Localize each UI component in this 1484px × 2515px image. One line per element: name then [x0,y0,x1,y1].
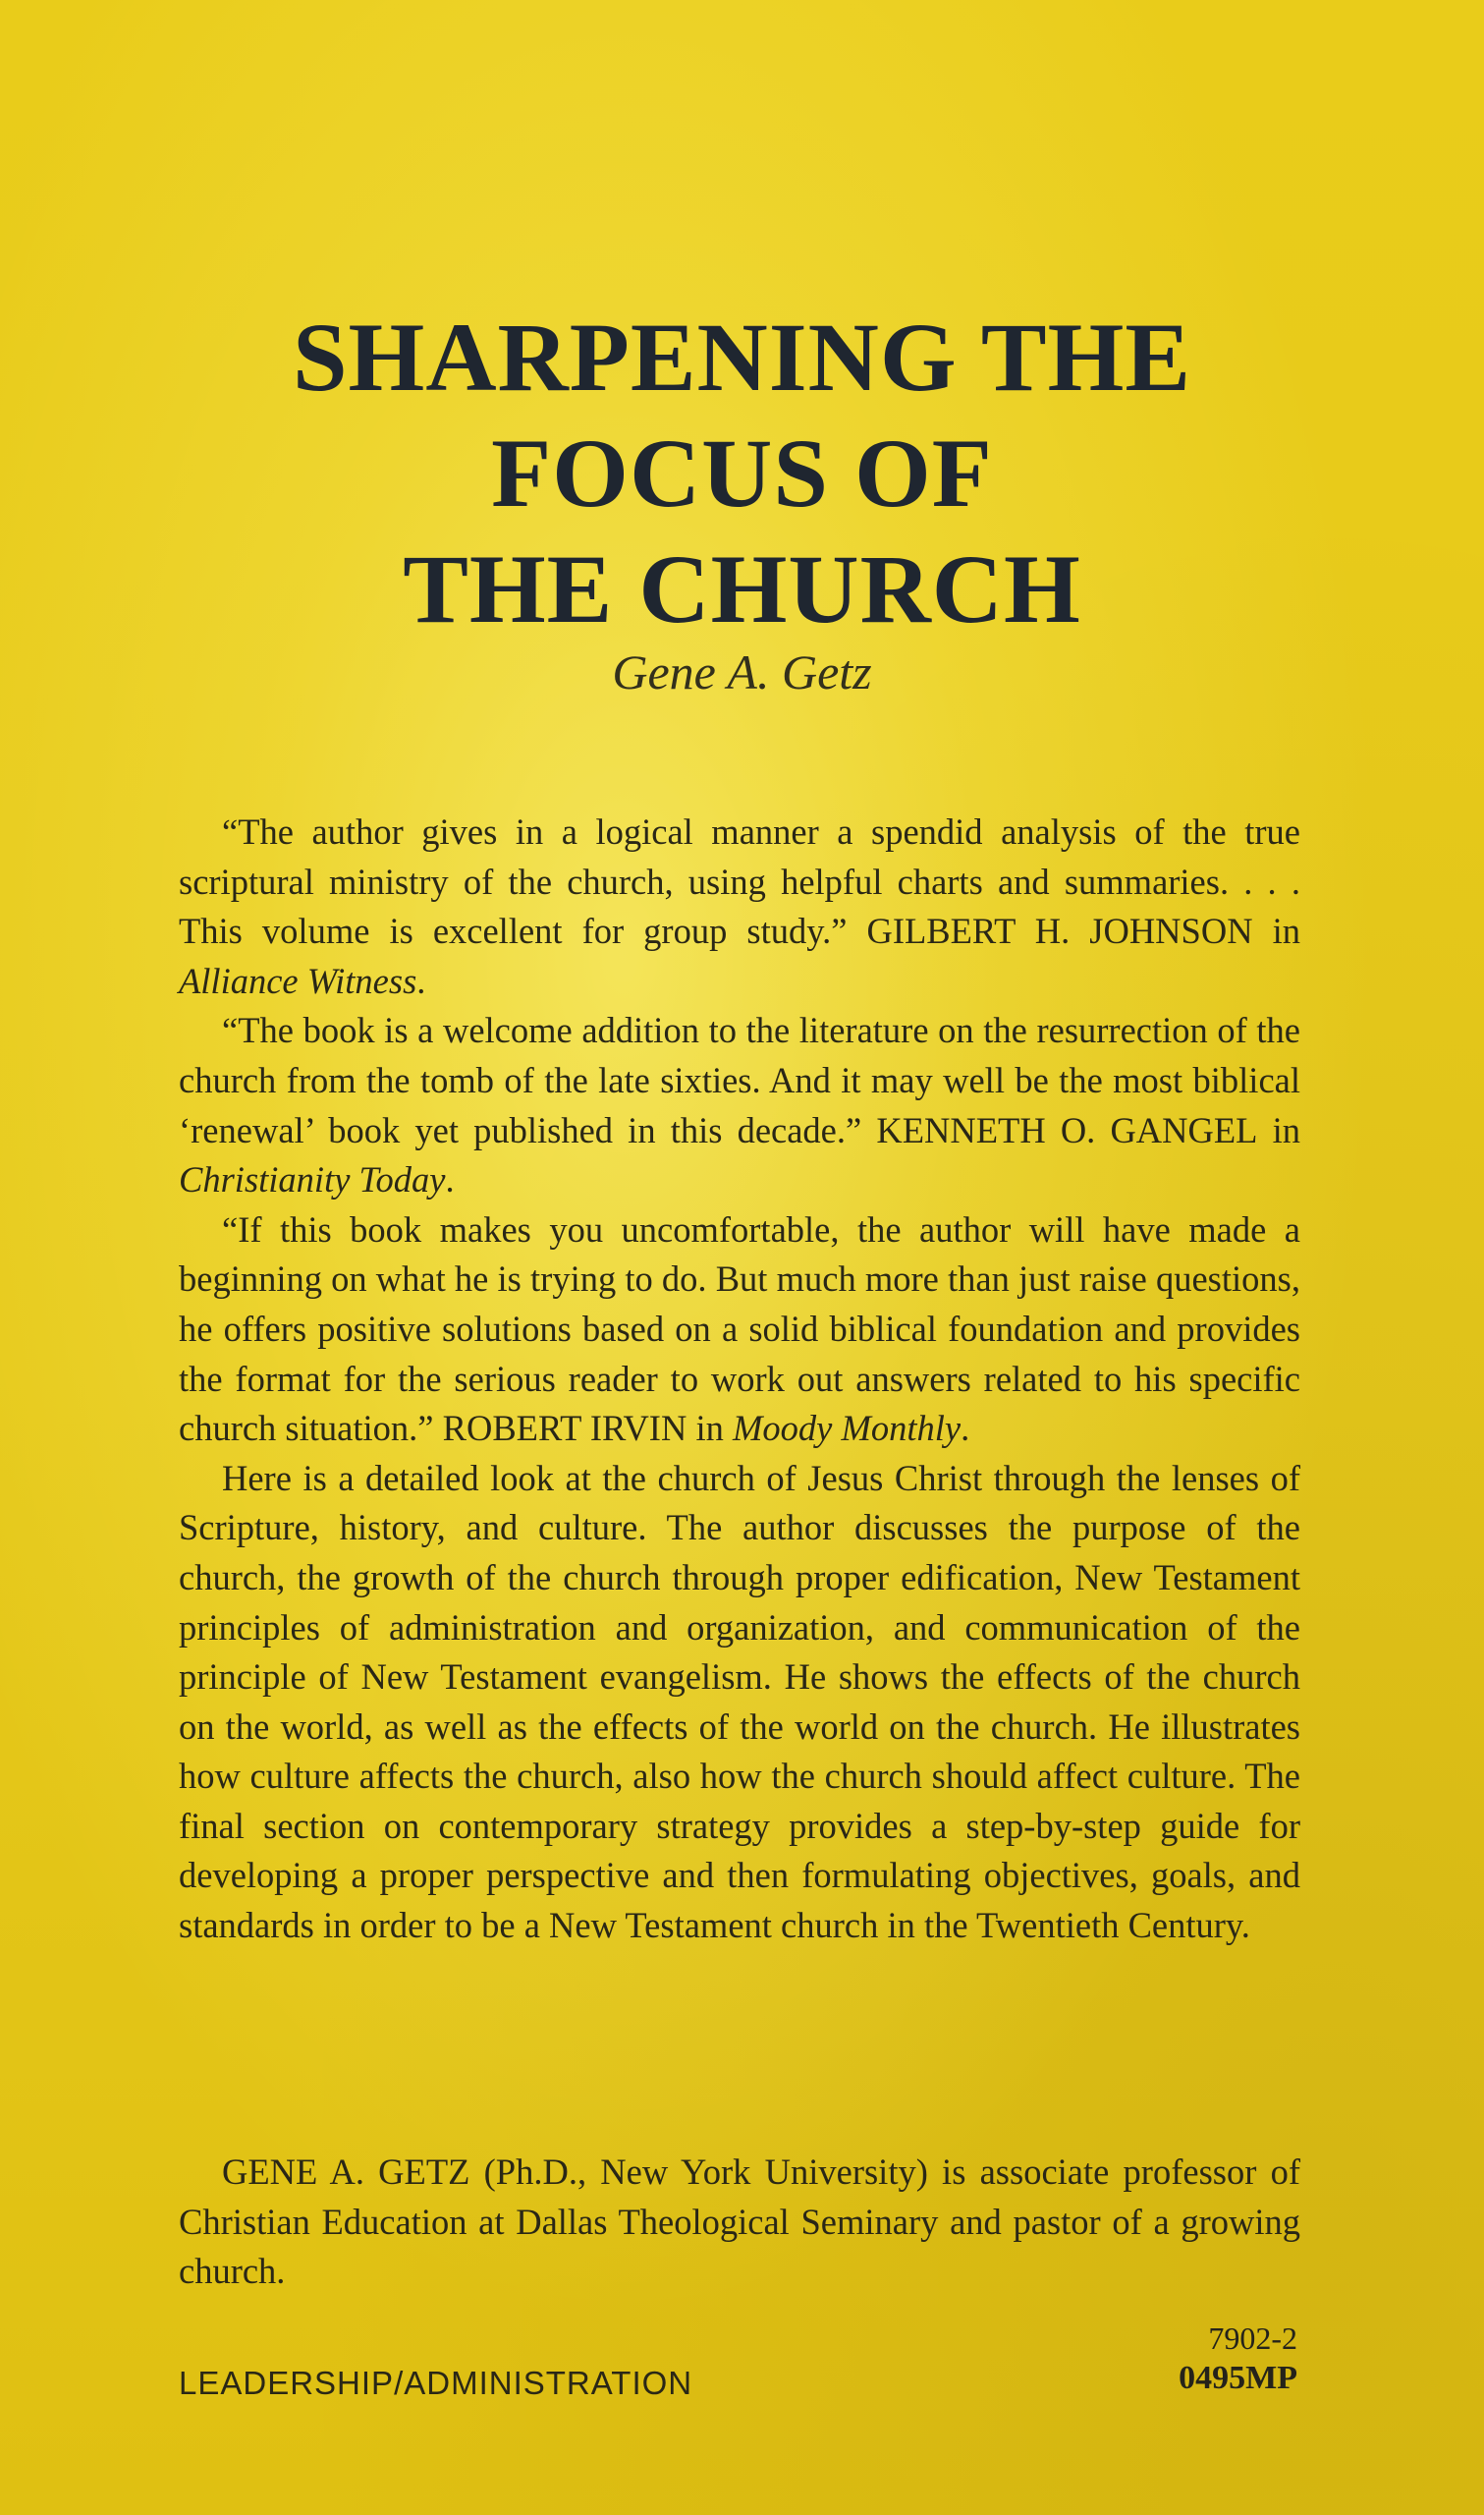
blurb [179,808,1300,1951]
review-1 [179,808,1300,1006]
author-bio [179,2148,1300,2297]
review-2-publication: Christianity Today [179,1159,446,1201]
review-2-quote: “The book is a welcome addition to the literature on the resurrection of the church from the tomb of the late sixties. And it may well be the most biblical ‘renewal’ book yet published in this decade.” [179,1010,1300,1150]
title-line-3: THE CHURCH [403,534,1081,643]
review-2-connector: in [1257,1109,1300,1150]
category-label: LEADERSHIP/ADMINISTRATION [179,2365,693,2401]
title-line-2: FOCUS OF [491,419,993,528]
review-1-reviewer: GILBERT H. JOHNSON [866,911,1253,952]
review-1-publication: Alliance Witness [179,960,417,1001]
isbn-suffix: 7902-2 [1208,2320,1297,2356]
bio-text: (Ph.D., New York University) is associate professor of Christian Education at Dallas Theological Seminary and pastor of a growing church. [179,2152,1300,2292]
price-code: 0495MP [1179,2360,1297,2396]
review-3-connector: in [687,1408,733,1449]
review-3-end: . [961,1408,970,1449]
review-3 [179,1205,1300,1454]
review-1-quote: “The author gives in a logical manner a spendid analysis of the true scriptural ministry of the church, using helpful charts and summaries. . . . This volume is excellent for group study.” [179,811,1300,952]
book-description: Here is a detailed look at the church of Jesus Christ through the lenses of Scripture, history, and culture. The author discusses the purpose of the church, the growth of the church through proper edification, New Testament principles of administration and organization, and communication of the principle of New Testament evangelism. He shows the effects of the church on the world, as well as the effects of the world on the church. He illustrates how culture affects the church, also how the church should affect culture. The final section on contemporary strategy provides a step-by-step guide for developing a proper perspective and then formulating objectives, goals, and standards in order to be a New Testament church in the Twentieth Century. [179,1457,1300,1946]
review-1-end: . [416,960,426,1001]
review-3-reviewer: ROBERT IRVIN [442,1408,687,1449]
review-2-end: . [445,1159,455,1201]
title-line-1: SHARPENING THE [292,303,1192,412]
bio-name: GENE A. GETZ [222,2152,470,2192]
review-3-quote: “If this book makes you uncomfortable, the author will have made a beginning on what he is trying to do. But much more than just raise questions, he offers positive solutions based on a solid biblical foundation and provides the format for the serious reader to work out answers related to his specific church situation.” [179,1208,1300,1449]
book-title [0,300,1484,647]
review-3-publication: Moody Monthly [732,1408,962,1449]
review-1-connector: in [1252,911,1300,952]
catalog-codes [1179,2319,1297,2399]
author-name: Gene A. Getz [612,644,872,699]
review-2 [179,1006,1300,1204]
review-2-reviewer: KENNETH O. GANGEL [876,1109,1258,1150]
